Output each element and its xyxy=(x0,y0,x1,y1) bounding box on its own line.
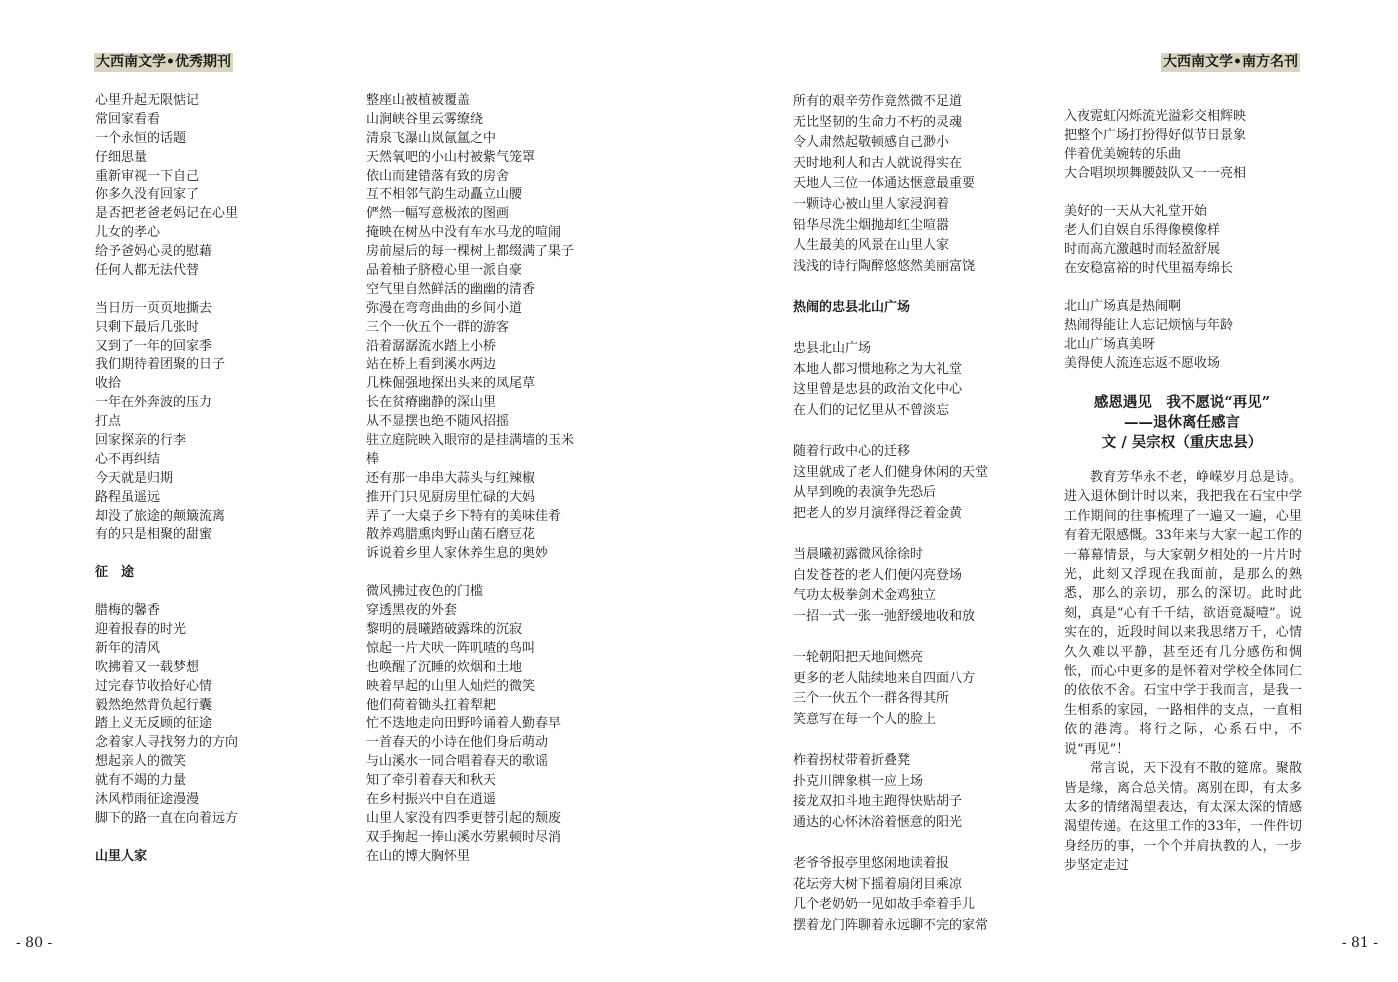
poem-line: 北山广场真美呀 xyxy=(1064,337,1156,352)
poem-line: 俨然一幅写意极浓的图画 xyxy=(366,206,510,222)
poem-line: 一年在外奔波的压力 xyxy=(95,395,213,411)
poem-line: 天地人三位一体通达惬意最重要 xyxy=(793,176,976,192)
stanza xyxy=(366,92,574,564)
poem-line: 脚下的路一直在向着远方 xyxy=(95,810,239,826)
poem-line: 儿女的孝心 xyxy=(95,225,161,241)
poem-line: 本地人都习惯地称之为大礼堂 xyxy=(793,361,963,377)
poem-line: 掩映在树丛中没有车水马龙的喧闹 xyxy=(366,225,562,241)
stanza xyxy=(95,602,238,829)
poem-line: 他们荷着锄头扛着犁耙 xyxy=(366,697,497,713)
poem-line: 长在贫瘠幽静的深山里 xyxy=(366,395,497,411)
poem-line: 依山而建错落有致的房舍 xyxy=(366,168,510,184)
poem-line: 收拾 xyxy=(95,376,122,392)
poem-line: 一首春天的小诗在他们身后萌动 xyxy=(366,735,549,751)
poem-line: 回家探亲的行李 xyxy=(95,433,187,449)
poem-line: 双手掬起一捧山溪水劳累顿时尽消 xyxy=(366,829,562,845)
poem-line: 互不相邻气韵生动矗立山腰 xyxy=(366,187,523,203)
poem-line: 这里就成了老人们健身休闲的天堂 xyxy=(793,464,989,480)
poem-line: 伴着优美婉转的乐曲 xyxy=(1064,147,1182,162)
poem-line: 在安稳富裕的时代里福寿绵长 xyxy=(1064,261,1234,276)
poem-line: 几个老奶奶一见如故手牵着手儿 xyxy=(793,897,976,913)
poem-line: 重新审视一下自己 xyxy=(95,168,200,184)
poem-line: 柞着拐杖带着折叠凳 xyxy=(793,753,911,768)
poem-line: 知了牵引着春天和秋天 xyxy=(366,773,497,789)
poem-line: 迎着报春的时光 xyxy=(95,621,187,637)
poem-line: 只剩下最后几张时 xyxy=(95,319,200,335)
poem-title-shanli-renjia: 山里人家 xyxy=(95,848,148,864)
poem-line: 打点 xyxy=(95,414,122,430)
poem-line: 也唤醒了沉睡的炊烟和土地 xyxy=(366,659,523,675)
poem-line: 黎明的晨曦踏破露珠的沉寂 xyxy=(366,621,523,637)
poem-line: 在乡村振兴中自在逍遥 xyxy=(366,791,497,807)
article-title: 感恩遇见 我不愿说“再见” xyxy=(1093,394,1271,411)
poem-line: 天时地利人和古人就说得实在 xyxy=(793,155,963,171)
poem-line: 心不再纠结 xyxy=(95,451,161,467)
poem-line: 过完春节收拾好心情 xyxy=(95,678,213,694)
poem-line: 接龙双扣斗地主跑得快贴胡子 xyxy=(793,794,963,810)
poem-line: 任何人都无法代替 xyxy=(95,263,200,279)
poem-line: 推开门只见厨房里忙碌的大妈 xyxy=(366,489,536,505)
poem-line: 天然氧吧的小山村被紫气笼罩 xyxy=(366,149,536,165)
poem-line: 还有那一串串大蒜头与红辣椒 xyxy=(366,470,536,486)
poem-line: 房前屋后的每一棵树上都缀满了果子 xyxy=(366,244,575,260)
poem-line: 一轮朝阳把天地间燃亮 xyxy=(793,650,924,666)
poem-line: 把整个广场打扮得好似节日景象 xyxy=(1064,128,1247,143)
poem-line: 时而高亢激越时而轻盈舒展 xyxy=(1064,242,1221,257)
poem-line: 人生最美的风景在山里人家 xyxy=(793,238,950,254)
poem-line: 热闹得能让人忘记烦恼与年龄 xyxy=(1064,318,1234,333)
poem-line: 清泉飞瀑山岚氤氲之中 xyxy=(366,130,497,146)
poem-column-2 xyxy=(366,92,574,867)
poem-line: 三个一伙五个一群的游客 xyxy=(366,319,510,335)
poem-line: 与山溪水一同合唱着春天的歌谣 xyxy=(366,754,549,770)
stanza xyxy=(793,545,988,627)
stanza xyxy=(366,583,574,866)
poem-line: 美得使人流连忘返不愿收场 xyxy=(1064,356,1221,371)
article-subtitle: ——退休离任感言 xyxy=(1124,414,1240,431)
poem-line: 今天就是归期 xyxy=(95,470,174,486)
stanza xyxy=(793,648,988,730)
stanza xyxy=(793,339,988,421)
poem-title-zhengtu: 征 途 xyxy=(95,565,135,581)
poem-line: 白发苍苍的老人们便闪亮登场 xyxy=(793,567,963,583)
poem-line: 毅然绝然背负起行囊 xyxy=(95,697,213,713)
poem-line: 山涧峡谷里云雾缭绕 xyxy=(366,111,484,127)
poem-line: 沐风栉雨征途漫漫 xyxy=(95,791,200,807)
stanza xyxy=(1064,108,1246,184)
poem-line: 一个永恒的话题 xyxy=(95,130,187,146)
poem-line: 三个一伙五个一群各得其所 xyxy=(793,691,950,707)
poem-line: 却没了旅途的颠簸流离 xyxy=(95,508,226,524)
poem-line: 想起亲人的微笑 xyxy=(95,754,187,770)
poem-column-1 xyxy=(95,92,238,867)
poem-line: 无比坚韧的生命力不朽的灵魂 xyxy=(793,114,963,130)
poem-line: 驻立庭院映入眼帘的是挂满墙的玉米 xyxy=(366,433,575,449)
poem-line: 忙不迭地走向田野吟诵着人勤春早 xyxy=(366,716,562,732)
poem-line: 当日历一页页地撕去 xyxy=(95,300,213,316)
article-body xyxy=(1064,468,1302,876)
poem-line: 是否把老爸老妈记在心里 xyxy=(95,206,239,222)
poem-line: 几株倔强地探出头来的凤尾草 xyxy=(366,376,536,392)
poem-line: 诉说着乡里人家休养生息的奥妙 xyxy=(366,546,549,562)
poem-line: 一招一式一张一弛舒缓地收和放 xyxy=(793,608,976,624)
poem-line: 在山的博大胸怀里 xyxy=(366,848,471,864)
poem-title-beishan-square: 热闹的忠县北山广场 xyxy=(793,299,911,315)
poem-line: 浅浅的诗行陶醉悠悠然美丽富饶 xyxy=(793,258,976,274)
poem-line: 通达的心怀沐浴着惬意的阳光 xyxy=(793,814,963,830)
poem-line: 给予爸妈心灵的慰藉 xyxy=(95,244,213,260)
poem-line: 整座山被植被覆盖 xyxy=(366,93,471,108)
poem-line: 所有的艰辛劳作竟然微不足道 xyxy=(793,94,963,109)
poem-line: 花坛旁大树下摇着扇闭目乘凉 xyxy=(793,876,963,892)
article-author: 文 / 吴宗权（重庆忠县） xyxy=(1101,434,1263,451)
poem-line: 有的只是相聚的甜蜜 xyxy=(95,527,213,543)
stanza xyxy=(793,854,988,936)
poem-line: 老人们自娱自乐得像模像样 xyxy=(1064,223,1221,238)
poem-line: 弄了一大桌子乡下特有的美味佳肴 xyxy=(366,508,562,524)
poem-line: 品着柚子脐橙心里一派自豪 xyxy=(366,263,523,279)
poem-line: 心里升起无限惦记 xyxy=(95,93,200,108)
poem-line: 笑意写在每一个人的脸上 xyxy=(793,711,937,727)
poem-line: 摆着龙门阵聊着永远聊不完的家常 xyxy=(793,917,989,933)
poem-column-3 xyxy=(793,92,988,936)
journal-header-left: 大西南文学•优秀期刊 xyxy=(96,54,231,70)
poem-line: 映着早起的山里人灿烂的微笑 xyxy=(366,678,536,694)
page-number-left: - 80 - xyxy=(16,935,53,951)
poem-line: 站在桥上看到溪水两边 xyxy=(366,357,497,373)
poem-line: 把老人的岁月演绎得泛着金黄 xyxy=(793,505,963,521)
poem-line: 路程虽遥远 xyxy=(95,489,161,505)
stanza xyxy=(793,751,988,833)
poem-line: 新年的清风 xyxy=(95,640,161,656)
poem-line: 老爷爷报亭里悠闲地读着报 xyxy=(793,855,950,871)
poem-line: 弥漫在弯弯曲曲的乡间小道 xyxy=(366,300,523,316)
poem-line: 气功太极拳剑术金鸡独立 xyxy=(793,588,937,604)
poem-line: 又到了一年的回家季 xyxy=(95,338,213,354)
poem-line: 棒 xyxy=(366,451,380,467)
poem-line: 忠县北山广场 xyxy=(793,341,872,357)
poem-line: 随着行政中心的迁移 xyxy=(793,444,911,460)
poem-line: 就有不竭的力量 xyxy=(95,773,187,789)
article-paragraph: 常言说，天下没有不散的筵席。聚散皆是缘，离合总关情。离别在即，有太多太多的情绪渴望表达，有太深太深的情感渴望传递。在这里工作的33年，一件件切身经历的事，一个个并肩执教的人，一步步坚定走过 xyxy=(1064,761,1302,874)
poem-line: 从早到晚的表演争先恐后 xyxy=(793,485,937,501)
poem-line: 穿透黑夜的外套 xyxy=(366,603,458,619)
poem-line: 大合唱坝坝舞腰鼓队又一一亮相 xyxy=(1064,166,1247,181)
poem-line: 你多久没有回家了 xyxy=(95,187,200,203)
poem-line: 腊梅的馨香 xyxy=(95,603,161,619)
poem-line: 美好的一天从大礼堂开始 xyxy=(1064,204,1208,219)
poem-line: 空气里自然鲜活的幽幽的清香 xyxy=(366,281,536,297)
poem-line: 在人们的记忆里从不曾淡忘 xyxy=(793,402,950,418)
poem-line: 从不显摆也绝不随风招摇 xyxy=(366,414,510,430)
article-paragraph: 教育芳华永不老，峥嵘岁月总是诗。进入退休倒计时以来，我把我在石宝中学工作期间的往事梳理了一遍又一遍，心里有着无限感慨。33年来与大家一起工作的一幕幕情景，与大家朝夕相处的一片片时光，此刻又浮现在我面前，是那么的熟悉，那么的亲切，那么的深切。此时此刻，真是“心有千千结，欲语竟凝噎”。说实在的，近段时间以来我思绪万千，心情久久难以平静，甚至还有几分感伤和惆怅，而心中更多的是怀着对学校全体同仁的依依不舍。石宝中学于我而言，是我一生相系的家园，一路相伴的支点，一直相依的港湾。将行之际，心系石中，不说“再见”！ xyxy=(1064,470,1302,757)
poem-line: 山里人家没有四季更替引起的颓废 xyxy=(366,810,562,826)
journal-header-right: 大西南文学•南方名刊 xyxy=(1163,54,1298,70)
stanza xyxy=(793,92,988,277)
stanza xyxy=(1064,203,1246,279)
poem-line: 我们期待着团聚的日子 xyxy=(95,357,226,373)
stanza xyxy=(1064,298,1246,374)
poem-line: 扑克川牌象棋一应上场 xyxy=(793,773,924,789)
stanza xyxy=(793,442,988,524)
poem-line: 当晨曦初露微风徐徐时 xyxy=(793,547,924,563)
poem-line: 一颗诗心被山里人家浸润着 xyxy=(793,196,950,212)
poem-line: 踏上义无反顾的征途 xyxy=(95,716,213,732)
poem-line: 更多的老人陆续地来自四面八方 xyxy=(793,670,976,686)
poem-line: 令人肃然起敬顿感自己渺小 xyxy=(793,135,950,151)
page-number-right: - 81 - xyxy=(1341,935,1378,951)
poem-line: 铅华尽洗尘烟抛却红尘喧嚣 xyxy=(793,217,950,233)
poem-line: 微风拂过夜色的门槛 xyxy=(366,584,484,600)
poem-line: 沿着潺潺流水踏上小桥 xyxy=(366,338,497,354)
poem-line: 散养鸡腊熏肉野山菌石磨豆花 xyxy=(366,527,536,543)
poem-line: 北山广场真是热闹啊 xyxy=(1064,299,1182,314)
poem-line: 惊起一片犬吠一阵叽喳的鸟叫 xyxy=(366,640,536,656)
poem-line: 仔细思量 xyxy=(95,149,148,165)
poem-line: 常回家看看 xyxy=(95,111,161,127)
poem-line: 入夜霓虹闪烁流光溢彩交相辉映 xyxy=(1064,109,1247,124)
article-heading xyxy=(1064,393,1300,453)
stanza xyxy=(95,300,238,546)
stanza xyxy=(95,92,238,281)
poem-line: 这里曾是忠县的政治文化中心 xyxy=(793,382,963,398)
poem-line: 吹拂着又一载梦想 xyxy=(95,659,200,675)
poem-line: 念着家人寻找努力的方向 xyxy=(95,735,239,751)
poem-column-4 xyxy=(1064,108,1246,374)
